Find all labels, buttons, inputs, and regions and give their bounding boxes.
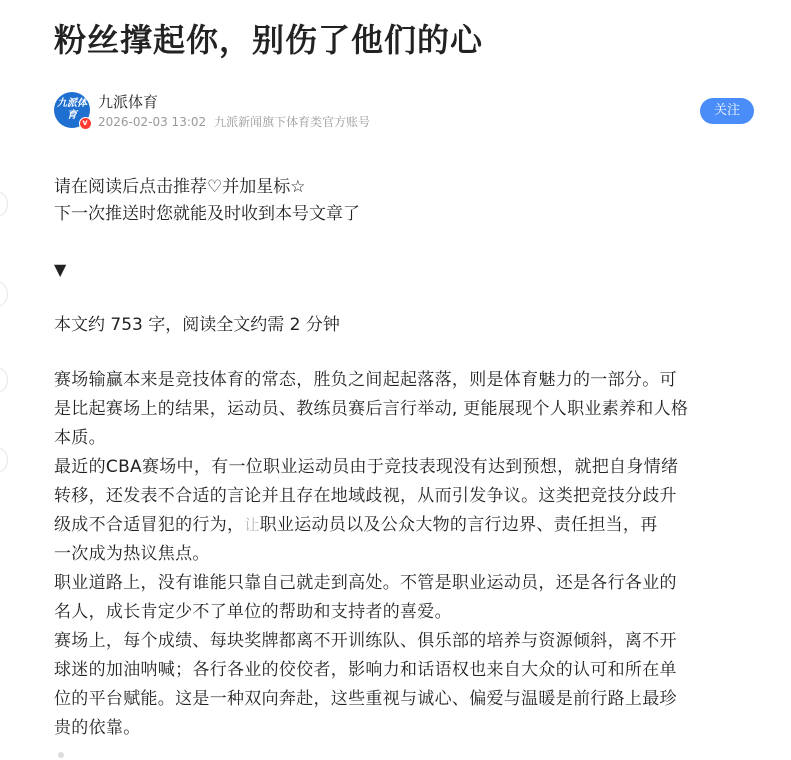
author-name[interactable]: 九派体育 (98, 93, 159, 111)
side-comment-button[interactable] (0, 280, 8, 308)
paragraph (54, 453, 756, 569)
paragraph (54, 569, 756, 627)
jiupai-sports-logo-icon: 九派体育 (57, 98, 87, 121)
down-arrow-icon: ▼ (54, 260, 67, 279)
author-row (54, 90, 754, 134)
paragraph-line: 转移，还发表不合适的言论并且存在地域歧视，从而引发争议。这类把竞技分歧升 (54, 486, 677, 506)
author-description: 九派新闻旗下体育类官方账号 (214, 115, 371, 129)
paragraph-line: 赛场输赢本来是竞技体育的常态，胜负之间起起落落，则是体育魅力的一部分。可 (54, 370, 677, 390)
paragraph-line: 球迷的加油呐喊；各行各业的佼佼者，影响力和话语权也来自大众的认可和所在单 (54, 660, 677, 680)
paragraph-line-part: 职业运动员以及公众大物的言行边界、责任担当，再 (259, 515, 658, 535)
faded-glyph: 让 (244, 516, 260, 534)
follow-button[interactable]: 关注 (700, 98, 754, 124)
paragraph-line: 贵的依靠。 (54, 718, 141, 738)
paragraph-line: 位的平台赋能。这是一种双向奔赴，这些重视与诚心、偏爱与温暖是前行路上最珍 (54, 689, 677, 709)
paragraph-line: 本质。 (54, 428, 106, 448)
author-meta (98, 113, 370, 131)
paragraph-line: 赛场上，每个成绩、每块奖牌都离不开训练队、俱乐部的培养与资源倾斜，离不开 (54, 631, 677, 651)
word-count: 本文约 753 字，阅读全文约需 2 分钟 (54, 315, 340, 335)
intro-line: 下一次推送时您就能及时收到本号文章了 (54, 204, 360, 224)
paragraph-line-part: 级成不合适冒犯的行为， (54, 515, 245, 535)
intro-block (54, 174, 360, 228)
paragraph-line: 最近的CBA赛场中，有一位职业运动员由于竞技表现没有达到预想，就把自身情绪 (54, 457, 679, 477)
side-share-button[interactable] (0, 446, 8, 474)
verified-badge-icon: v (79, 117, 92, 130)
paragraph (54, 366, 756, 453)
paragraph-line: 职业道路上，没有谁能只靠自己就走到高处。不管是职业运动员，还是各行各业的 (54, 573, 677, 593)
publish-datetime: 2026-02-03 13:02 (98, 115, 207, 129)
side-like-button[interactable] (0, 190, 8, 218)
paragraph-line (54, 511, 756, 540)
article-title: 粉丝撑起你，别伤了他们的心 (54, 21, 484, 59)
side-collect-button[interactable] (0, 366, 8, 394)
side-toolbar (0, 190, 8, 490)
paragraph-line: 名人，成长肯定少不了单位的帮助和支持者的喜爱。 (54, 602, 452, 622)
intro-line: 请在阅读后点击推荐♡并加星标☆ (54, 177, 306, 197)
paragraph-line: 一次成为热议焦点。 (54, 544, 210, 564)
paragraph (54, 627, 756, 743)
paragraph-line: 是比起赛场上的结果，运动员、教练员赛后言行举动, 更能展现个人职业素养和人格 (54, 399, 689, 419)
article-body (54, 366, 756, 743)
bottom-fade-dot (58, 752, 64, 758)
